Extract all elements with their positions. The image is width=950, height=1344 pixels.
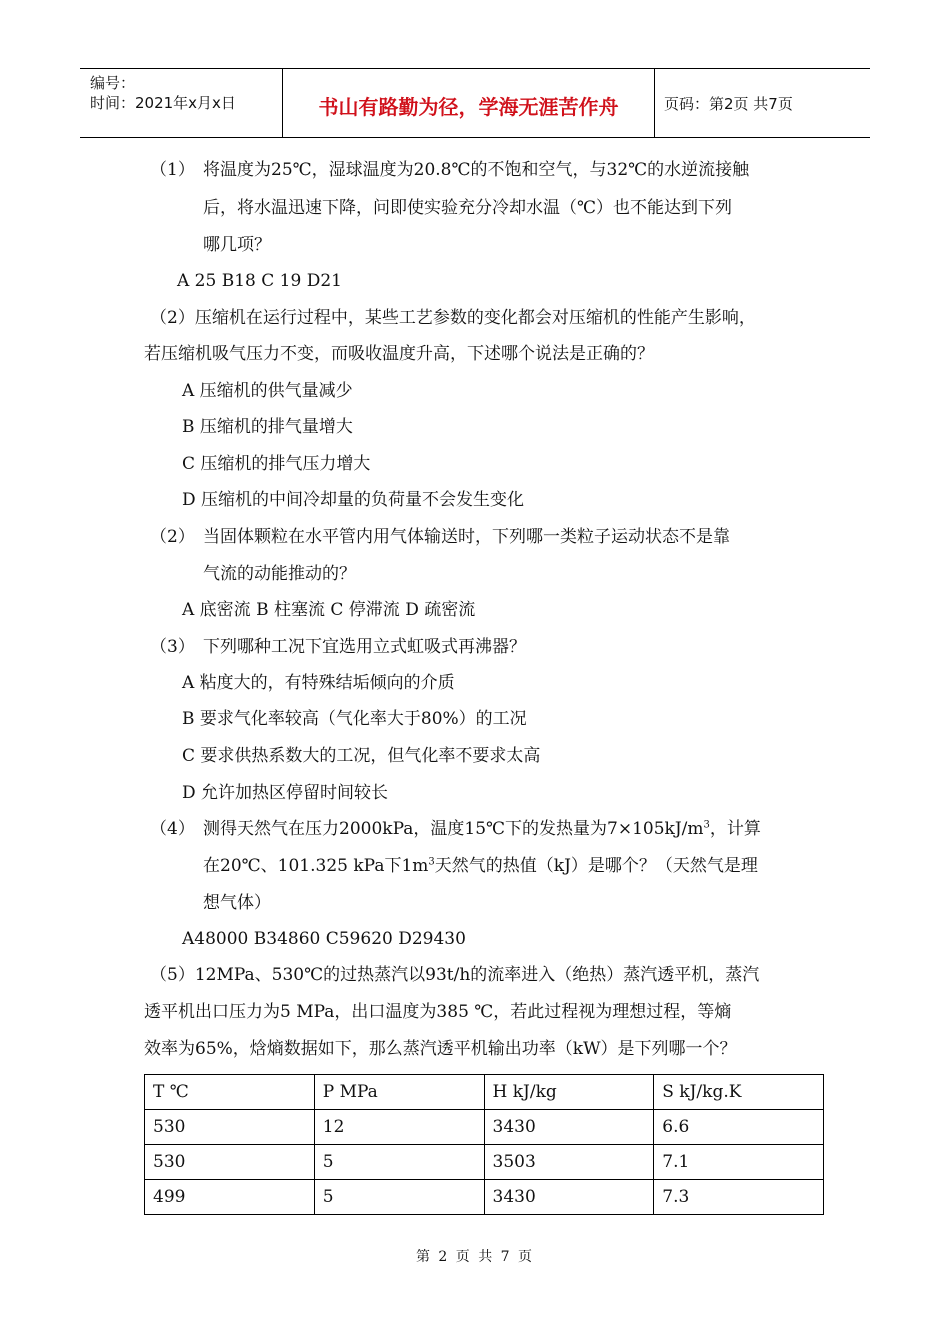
motto: 书山有路勤为径，学海无涯苦作舟 [318, 95, 619, 119]
text-segment: 天然气的热值（kJ）是哪个？（天然气是理 [434, 856, 758, 876]
table-cell: 5 [314, 1180, 484, 1215]
answer-option: A 压缩机的供气量减少 [182, 381, 353, 401]
table-cell: 3503 [484, 1145, 654, 1180]
table-header-cell: T ℃ [145, 1075, 315, 1110]
table-cell: 12 [314, 1110, 484, 1145]
question-text: 将温度为25℃，湿球温度为20.8℃的不饱和空气，与32℃的水逆流接触 [203, 160, 750, 180]
table-cell: 7.3 [654, 1180, 824, 1215]
question-text: （5）12MPa、530℃的过热蒸汽以93t/h的流率进入（绝热）蒸汽透平机，蒸汽 [150, 965, 760, 985]
table-cell: 3430 [484, 1180, 654, 1215]
table-cell: 530 [145, 1145, 315, 1180]
header-divider [654, 69, 655, 137]
table-row [145, 1145, 824, 1180]
table-cell: 6.6 [654, 1110, 824, 1145]
question-text: 后，将水温迅速下降，问即使实验充分冷却水温（℃）也不能达到下列 [203, 198, 733, 218]
text-segment: 测得天然气在压力2000kPa，温度15℃下的发热量为7×105kJ/m [203, 819, 704, 839]
superscript: 3 [428, 856, 435, 868]
text-segment: 在20℃、101.325 kPa下1m [203, 856, 429, 876]
code-label: 编号： [90, 74, 136, 92]
answer-options: A 25 B18 C 19 D21 [177, 271, 342, 291]
question-text [203, 817, 761, 841]
enthalpy-entropy-table [144, 1074, 824, 1215]
answer-option: C 要求供热系数大的工况，但气化率不要求太高 [182, 746, 541, 766]
question-text: 下列哪种工况下宜选用立式虹吸式再沸器？ [203, 637, 526, 657]
question-text: （2）压缩机在运行过程中，某些工艺参数的变化都会对压缩机的性能产生影响， [150, 308, 756, 328]
header-meta [90, 73, 236, 113]
question-text: 效率为65%，焓熵数据如下，那么蒸汽透平机输出功率（kW）是下列哪一个？ [144, 1039, 737, 1059]
table-header-row [145, 1075, 824, 1110]
question-number: （3） [150, 637, 195, 657]
table-cell: 5 [314, 1145, 484, 1180]
question-text: 哪几项？ [203, 235, 271, 255]
answer-option: B 要求气化率较高（气化率大于80%）的工况 [182, 709, 527, 729]
time-label: 时间：2021年x月x日 [90, 94, 236, 112]
question-text: 气流的动能推动的？ [203, 564, 356, 584]
text-segment: ，计算 [709, 819, 761, 839]
question-text [203, 854, 758, 878]
table-cell: 3430 [484, 1110, 654, 1145]
question-number: （1） [150, 160, 195, 180]
table-header-cell: P MPa [314, 1075, 484, 1110]
answer-option: D 允许加热区停留时间较长 [182, 783, 389, 803]
answer-option: C 压缩机的排气压力增大 [182, 454, 371, 474]
superscript: 3 [703, 819, 710, 831]
page-footer: 第 2 页 共 7 页 [415, 1249, 535, 1265]
question-text: 透平机出口压力为5 MPa，出口温度为385 ℃，若此过程视为理想过程，等熵 [144, 1002, 732, 1022]
answer-option: D 压缩机的中间冷却量的负荷量不会发生变化 [182, 490, 525, 510]
answer-options: A48000 B34860 C59620 D29430 [182, 929, 466, 949]
answer-option: B 压缩机的排气量增大 [182, 417, 353, 437]
question-number: （2） [150, 527, 195, 547]
table-cell: 7.1 [654, 1145, 824, 1180]
answer-options: A 底密流 B 柱塞流 C 停滞流 D 疏密流 [182, 600, 476, 620]
question-text: 当固体颗粒在水平管内用气体输送时，下列哪一类粒子运动状态不是靠 [203, 527, 730, 547]
table-header-cell: S kJ/kg.K [654, 1075, 824, 1110]
page-header [80, 68, 870, 138]
table-header-cell: H kJ/kg [484, 1075, 654, 1110]
page-info: 页码：第2页 共7页 [664, 95, 793, 113]
table-cell: 499 [145, 1180, 315, 1215]
table-row [145, 1180, 824, 1215]
question-text: 想气体） [203, 893, 271, 913]
answer-option: A 粘度大的，有特殊结垢倾向的介质 [182, 673, 455, 693]
table-row [145, 1110, 824, 1145]
question-text: 若压缩机吸气压力不变，而吸收温度升高，下述哪个说法是正确的？ [144, 344, 654, 364]
question-number: （4） [150, 819, 195, 839]
table-cell: 530 [145, 1110, 315, 1145]
